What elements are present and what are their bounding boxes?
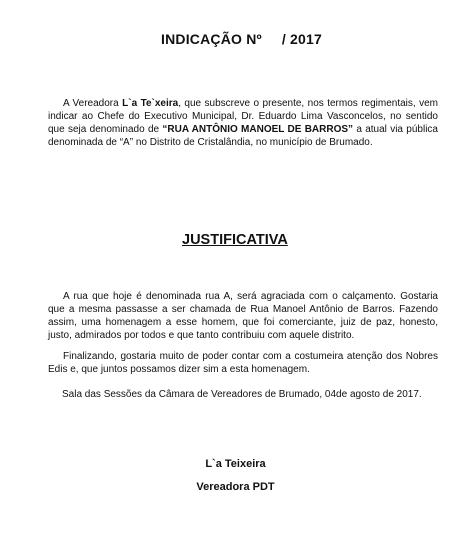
- indication-intro: A Vereadora: [63, 98, 123, 109]
- signature-role: Vereadora PDT: [196, 481, 275, 493]
- closing-line: Sala das Sessões da Câmara de Vereadores de Brumado, 04de agosto de 2017.: [62, 389, 422, 400]
- signature-name: L`a Teixeira: [205, 458, 266, 470]
- justification-heading: JUSTIFICATIVA: [182, 232, 288, 248]
- indication-author: L`a Te`xeira: [122, 98, 179, 109]
- title-prefix: INDICAÇÃO Nº: [161, 31, 262, 47]
- document-title: [161, 31, 322, 47]
- indication-text-2: a atual via pública denominada de “A” no Distrito de Cristalândia, no município de Brumado.: [48, 124, 438, 148]
- indication-paragraph: [48, 97, 438, 149]
- title-year: / 2017: [281, 31, 322, 47]
- justification-paragraph-2: Finalizando, gostaria muito de poder contar com a costumeira atenção dos Nobres Edis e, que juntos possamos dizer sim a esta homenagem.: [48, 351, 438, 375]
- indication-street-name: “RUA ANTÔNIO MANOEL DE BARROS”: [162, 124, 354, 135]
- justification-paragraph-1: A rua que hoje é denominada rua A, será agraciada com o calçamento. Gostaria que a mesma passasse a ser chamada de Rua Manoel Antônio de Barros. Fazendo assim, uma homenagem a esse homem, que foi comerciante, juiz de paz, honesto, justo, admirados por todos e que tanto contribuiu com aquele distrito.: [48, 291, 438, 341]
- indication-text-1: , que subscreve o presente, nos termos regimentais, vem indicar ao Chefe do Executivo Municipal, Dr. Eduardo Lima Vasconcelos, no sentido que seja denominado de: [48, 98, 438, 135]
